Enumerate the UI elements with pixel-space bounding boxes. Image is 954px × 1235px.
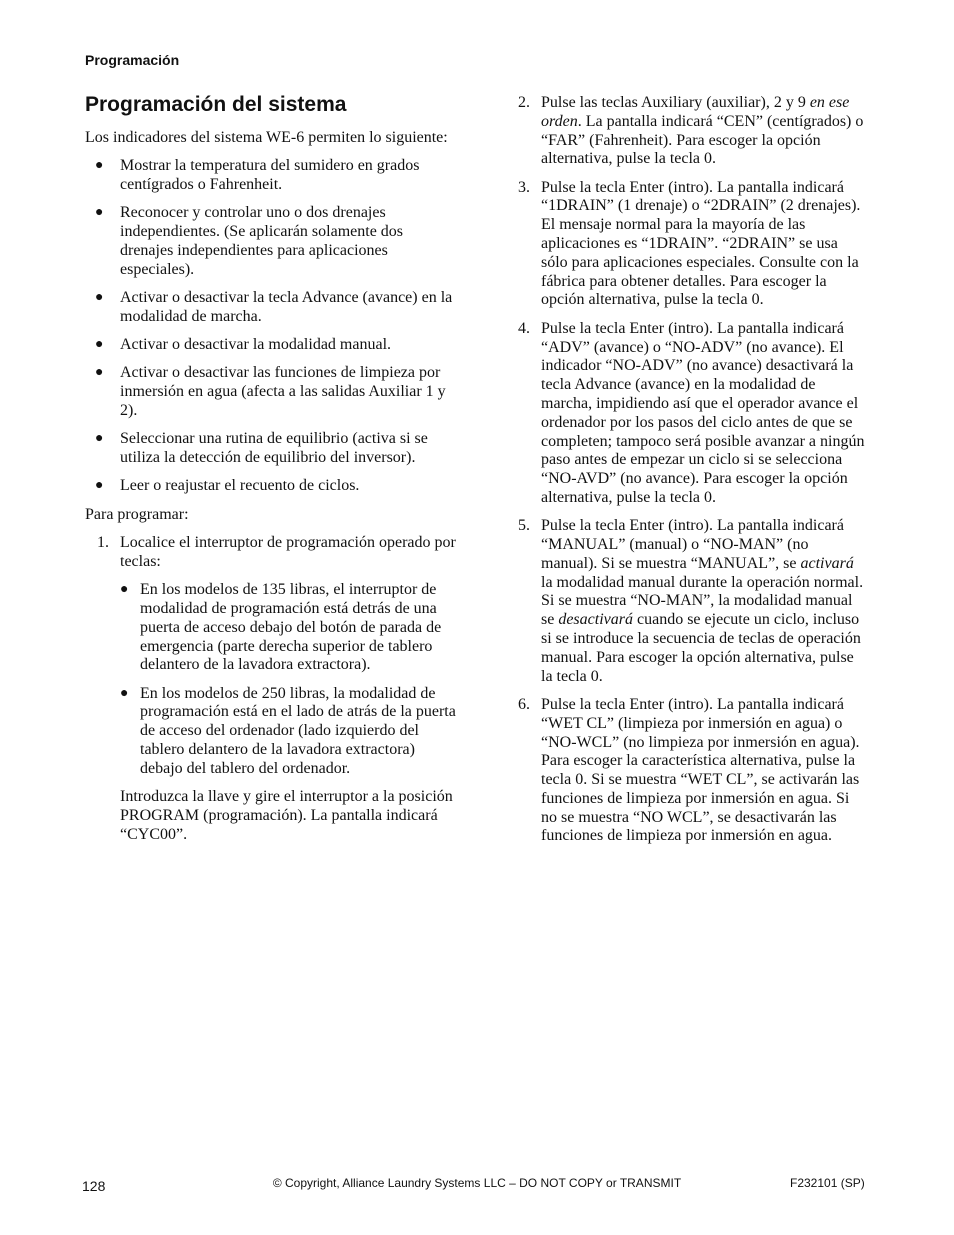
- bullet-icon: ●: [120, 685, 129, 701]
- list-item: ● Activar o desactivar las funciones de limpieza por inmersión en agua (afecta a las salidas Auxiliar 1 y 2).: [95, 364, 446, 420]
- step-list-right: [506, 94, 868, 846]
- section-header: Programación: [85, 52, 180, 68]
- step-number: 1.: [97, 534, 109, 552]
- bullet-icon: ●: [95, 365, 104, 381]
- step-text: Localice el interruptor de programación operado por teclas:: [120, 534, 456, 570]
- feature-list: [85, 157, 457, 496]
- page-title: Programación del sistema: [85, 93, 347, 116]
- document-number: F232101 (SP): [790, 1176, 865, 1190]
- bullet-icon: ●: [95, 158, 104, 174]
- bullet-icon: ●: [95, 290, 104, 306]
- list-item: ● Reconocer y controlar uno o dos drenajes independientes. (Se aplicarán solamente dos drenajes independientes para aplicaciones especiales).: [95, 204, 404, 278]
- list-item: ● Seleccionar una rutina de equilibrio (activa si se utiliza la detección de equilibrio del inversor).: [95, 430, 428, 467]
- list-item: ● En los modelos de 135 libras, el interruptor de modalidad de programación está detrás de una puerta de acceso debajo del botón de parada de emergencia (parte derecha superior de tablero delantero de la lavadora extractora).: [120, 581, 442, 674]
- step-6: 6. Pulse la tecla Enter (intro). La pantalla indicará “WET CL” (limpieza por inmersión en agua) o “NO-WCL” (no limpieza por inmersión en agua). Para escoger la característica alternativa, pulse la tecla 0. Si se muestra “WET CL”, se activarán las funciones de limpieza por inmersión en agua. Si no se muestra “NO WCL”, se desactivarán las funciones de limpieza por inmersión en agua.: [518, 695, 860, 845]
- list-item: ● En los modelos de 250 libras, la modalidad de programación está en el lado de atrás de la puerta de acceso del ordenador (lado izquierdo del tablero delantero de la lavadora extractora) debajo del tablero del ordenador.: [120, 684, 456, 777]
- page-number: 128: [82, 1178, 106, 1194]
- list-item: ● Activar o desactivar la modalidad manual.: [95, 336, 392, 354]
- step-number: 5.: [518, 517, 530, 535]
- bullet-icon: ●: [120, 582, 129, 598]
- step-5: 5. Pulse la tecla Enter (intro). La pantalla indicará “MANUAL” (manual) o “NO-MAN” (no manual). Si se muestra “MANUAL”, se activará la modalidad manual durante la operación normal. Si se muestra “NO-MAN”, la modalidad manual se desactivará cuando se ejecute un ciclo, incluso si se introduce la secuencia de teclas de operación manual. Para escoger la opción alternativa, pulse la tecla 0.: [518, 517, 864, 685]
- list-item: ● Activar o desactivar la tecla Advance (avance) en la modalidad de marcha.: [95, 289, 453, 325]
- step-number: 2.: [518, 94, 530, 111]
- step-4: 4. Pulse la tecla Enter (intro). La pantalla indicará “ADV” (avance) o “NO-ADV” (no avance). El indicador “NO-ADV” (no avance) desactivará la tecla Advance (avance) en la modalidad de marcha, impidiendo así que el operador avance el ordenador por los pasos del ciclo antes de que se completen; tampoco será posible avanzar a ningún paso antes de empezar un ciclo si se selecciona “NO-AVD” (no avance). Para escoger la opción alternativa, pulse la tecla 0.: [518, 319, 865, 506]
- step-number: 6.: [518, 695, 530, 713]
- step-1: [85, 534, 457, 844]
- sub-list: [120, 581, 457, 778]
- bullet-icon: ●: [95, 337, 104, 353]
- list-item: ● Leer o reajustar el recuento de ciclos.: [95, 477, 360, 495]
- bullet-icon: ●: [95, 205, 104, 221]
- para-programar: Para programar:: [85, 505, 189, 523]
- bullet-icon: ●: [95, 431, 104, 447]
- step-number: 4.: [518, 319, 530, 337]
- step-2: 2. Pulse las teclas Auxiliary (auxiliar), 2 y 9 en ese orden. La pantalla indicará “CEN” (centígrados) o “FAR” (Fahrenheit). Para escoger la opción alternativa, pulse la tecla 0.: [518, 94, 864, 168]
- intro-text: Los indicadores del sistema WE-6 permiten lo siguiente:: [85, 129, 448, 146]
- step-list-left: [85, 534, 457, 844]
- step-3: 3. Pulse la tecla Enter (intro). La pantalla indicará “1DRAIN” (1 drenaje) o “2DRAIN” (2 drenajes). El mensaje normal para la mayoría de las aplicaciones es “1DRAIN”. “2DRAIN” se usa sólo para aplicaciones especiales. Consulte con la fábrica para obtener detalles. Para escoger la opción alternativa, pulse la tecla 0.: [518, 178, 861, 309]
- bullet-icon: ●: [95, 478, 104, 494]
- left-column: [85, 129, 457, 854]
- copyright-notice: © Copyright, Alliance Laundry Systems LLC – DO NOT COPY or TRANSMIT: [272, 1176, 682, 1190]
- step-number: 3.: [518, 178, 530, 196]
- step-1-followup: Introduzca la llave y gire el interruptor a la posición PROGRAM (programación). La pantalla indicará “CYC00”.: [120, 788, 453, 843]
- list-item: ● Mostrar la temperatura del sumidero en grados centígrados o Fahrenheit.: [95, 157, 420, 194]
- right-column: [506, 94, 868, 856]
